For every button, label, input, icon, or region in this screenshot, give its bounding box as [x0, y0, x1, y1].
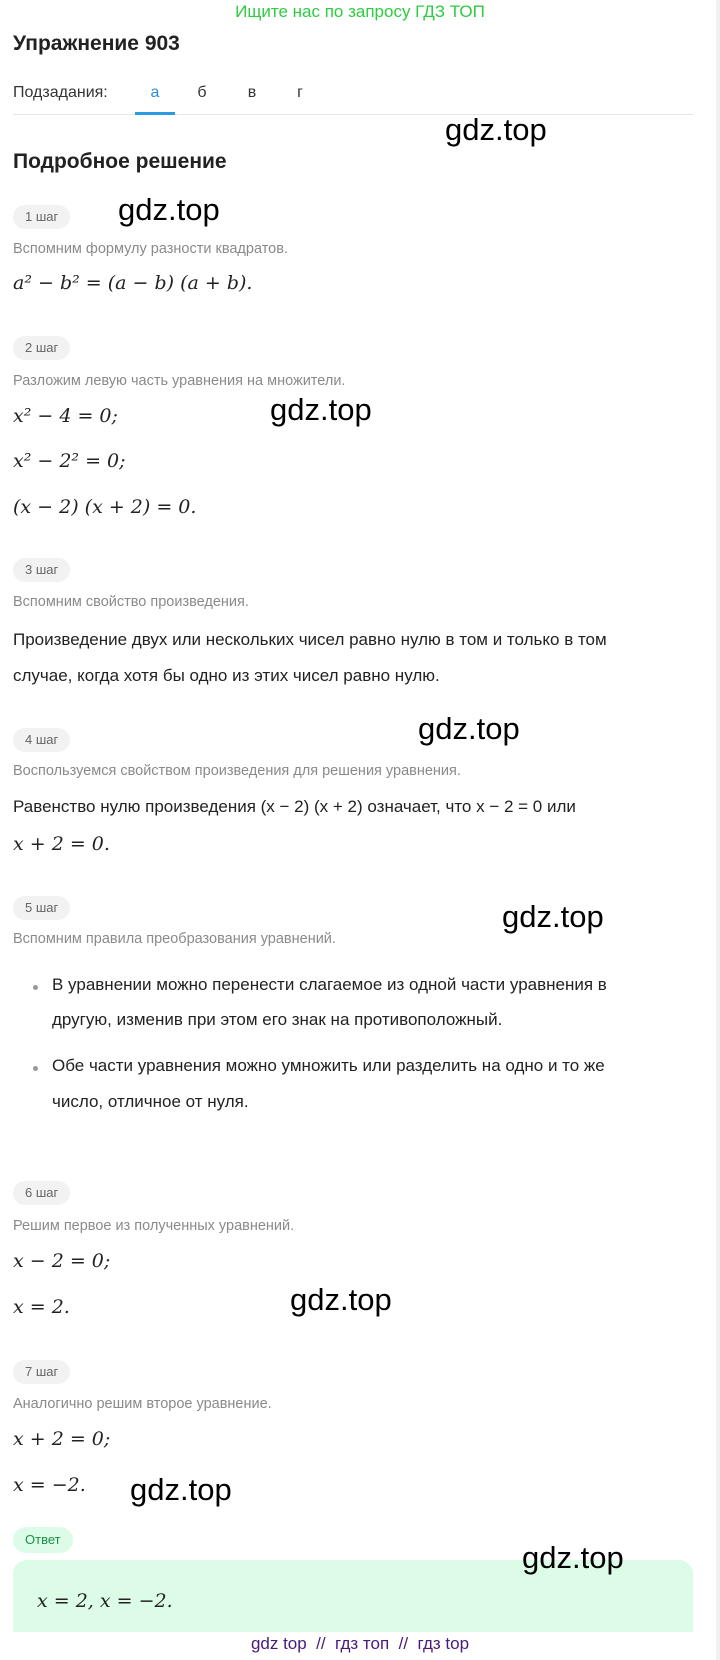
step-text: Произведение двух или нескольких чисел равно нулю в том и только в том [13, 630, 607, 649]
step-badge: 7 шаг [13, 1360, 70, 1384]
page-title: Упражнение 903 [13, 32, 180, 55]
step-text: случае, когда хотя бы одно из этих чисел равно нулю. [13, 666, 440, 685]
equation: x² − 4 = 0; [13, 405, 118, 427]
step-description: Вспомним свойство произведения. [13, 594, 249, 610]
subtasks-label: Подзадания: [13, 84, 108, 101]
step-badge: 3 шаг [13, 558, 70, 582]
watermark: gdz.top [502, 899, 604, 934]
step-description: Вспомним формулу разности квадратов. [13, 241, 288, 257]
tabs-divider [13, 114, 693, 115]
bullet-icon [33, 1066, 38, 1071]
equation: x² − 2² = 0; [13, 450, 126, 472]
equation: x = 2. [13, 1296, 70, 1318]
watermark: gdz.top [418, 711, 520, 746]
step-badge: 4 шаг [13, 728, 70, 752]
equation: x + 2 = 0. [13, 833, 110, 855]
solution-heading: Подробное решение [13, 150, 227, 173]
step-text: Равенство нулю произведения (x − 2) (x + 2) означает, что x − 2 = 0 или [13, 797, 576, 816]
equation: x − 2 = 0; [13, 1250, 111, 1272]
tab-b[interactable]: б [197, 84, 207, 101]
bullet-text: число, отличное от нуля. [52, 1092, 249, 1111]
equation: x + 2 = 0; [13, 1428, 111, 1450]
watermark: gdz.top [290, 1282, 392, 1317]
tab-a[interactable]: а [150, 84, 160, 101]
step-badge: 1 шаг [13, 205, 70, 229]
step-description: Воспользуемся свойством произведения для решения уравнения. [13, 763, 461, 779]
tab-g[interactable]: г [297, 84, 303, 101]
scrollbar[interactable] [716, 0, 720, 1660]
equation: x = −2. [13, 1474, 86, 1496]
bullet-text: Обе части уравнения можно умножить или разделить на одно и то же [52, 1056, 605, 1075]
search-banner: Ищите нас по запросу ГДЗ ТОП [235, 2, 485, 21]
step-description: Аналогично решим второе уравнение. [13, 1396, 272, 1412]
equation: (x − 2) (x + 2) = 0. [13, 496, 197, 518]
bullet-icon [33, 985, 38, 990]
tab-v[interactable]: в [247, 84, 257, 101]
step-description: Разложим левую часть уравнения на множители. [13, 373, 346, 389]
watermark: gdz.top [130, 1472, 232, 1507]
answer-value: x = 2, x = −2. [37, 1590, 173, 1612]
watermark: gdz.top [270, 392, 372, 427]
watermark: gdz.top [118, 192, 220, 227]
watermark: gdz.top [445, 112, 547, 147]
watermark: gdz.top [522, 1540, 624, 1575]
step-description: Решим первое из полученных уравнений. [13, 1218, 295, 1234]
step-badge: 6 шаг [13, 1181, 70, 1205]
active-tab-indicator [135, 112, 175, 115]
bullet-text: В уравнении можно перенести слагаемое из одной части уравнения в [52, 975, 607, 994]
step-badge: 5 шаг [13, 896, 70, 920]
step-badge: 2 шаг [13, 336, 70, 360]
footer-links[interactable]: gdz top // гдз топ // гдз top [250, 1634, 470, 1653]
bullet-text: другую, изменив при этом его знак на противоположный. [52, 1010, 503, 1029]
formula: a² − b² = (a − b) (a + b). [13, 272, 253, 294]
step-description: Вспомним правила преобразования уравнений. [13, 931, 336, 947]
answer-badge: Ответ [13, 1527, 73, 1553]
